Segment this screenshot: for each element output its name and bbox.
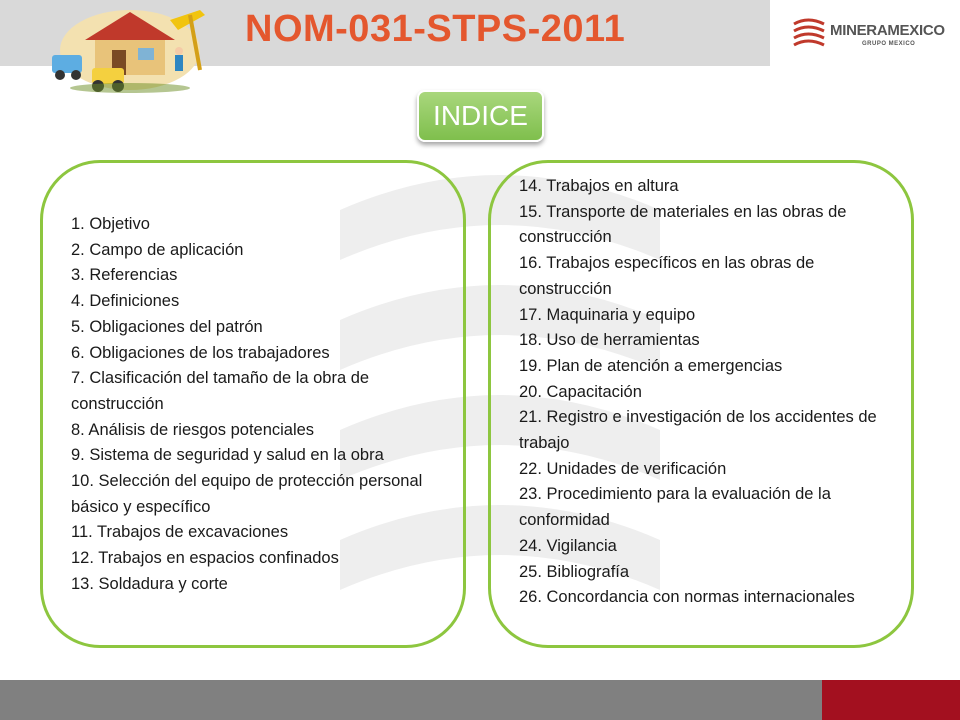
list-item: 3. Referencias xyxy=(71,266,178,285)
list-item: 1. Objetivo xyxy=(71,215,150,233)
list-item: 18. Uso de herramientas xyxy=(519,331,700,350)
list-item: 17. Maquinaria y equipo xyxy=(519,305,696,324)
list-item: 22. Unidades de verificación xyxy=(519,459,727,478)
list-item: 25. Bibliografía xyxy=(519,562,630,581)
list-item: 14. Trabajos en altura xyxy=(519,177,679,195)
left-index-list xyxy=(71,212,441,598)
list-item: 8. Análisis de riesgos potenciales xyxy=(71,420,315,439)
list-item: 11. Trabajos de excavaciones xyxy=(71,523,289,542)
list-item: 6. Obligaciones de los trabajadores xyxy=(71,343,330,362)
footer-bar xyxy=(0,680,822,720)
right-index-list xyxy=(519,174,894,611)
list-item: 4. Definiciones xyxy=(71,292,180,311)
logo-text: MINERAMEXICO xyxy=(830,22,945,39)
list-item: 26. Concordancia con normas internacionales xyxy=(519,588,855,607)
index-button-label: INDICE xyxy=(433,100,528,131)
list-item: 7. Clasificación del tamaño de la obra de construcción xyxy=(71,369,370,413)
list-item: 5. Obligaciones del patrón xyxy=(71,317,263,336)
list-item: 9. Sistema de seguridad y salud en la obra xyxy=(71,446,384,465)
list-item: 21. Registro e investigación de los accidentes de trabajo xyxy=(519,408,877,453)
footer-accent xyxy=(822,680,960,720)
list-item: 24. Vigilancia xyxy=(519,536,617,555)
page-title: NOM-031-STPS-2011 xyxy=(245,8,626,50)
list-item: 13. Soldadura y corte xyxy=(71,574,228,593)
list-item: 23. Procedimiento para la evaluación de la conformidad xyxy=(519,485,831,530)
list-item: 12. Trabajos en espacios confinados xyxy=(71,549,339,568)
list-item: 16. Trabajos específicos en las obras de construcción xyxy=(519,254,815,298)
list-item: 19. Plan de atención a emergencias xyxy=(519,356,783,375)
list-item: 2. Campo de aplicación xyxy=(71,240,244,259)
logo-subtext: GRUPO MEXICO xyxy=(862,41,916,47)
list-item: 15. Transporte de materiales en las obras de construcción xyxy=(519,202,847,247)
construction-illustration xyxy=(40,0,220,95)
list-item: 10. Selección del equipo de protección personal básico y específico xyxy=(71,472,423,516)
index-button[interactable] xyxy=(417,90,544,142)
list-item: 20. Capacitación xyxy=(519,382,642,401)
